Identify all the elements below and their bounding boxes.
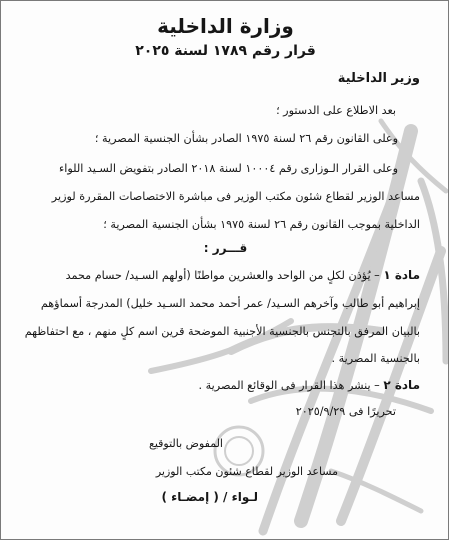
preamble-line: الداخلية بموجب القانون رقم ٢٦ لسنة ١٩٧٥ بشأن الجنسية المصرية ؛ bbox=[103, 218, 420, 231]
watermark-stroke-7 bbox=[421, 181, 446, 361]
issue-date: تحريرًا فى ٢٠٢٥/٩/٢٩ bbox=[295, 405, 396, 418]
article-1-line bbox=[66, 269, 420, 281]
preamble-line: وعلى القرار الـوزارى رقم ١٠٠٠٤ لسنة ٢٠١٨ الصادر بتفويض السـيد اللواء bbox=[58, 162, 398, 175]
signature-rank: لـواء / ( إمضـاء ) bbox=[161, 490, 258, 504]
signature-delegate: المفوض بالتوقيع bbox=[148, 437, 223, 450]
watermark-stroke-9 bbox=[331, 471, 421, 511]
article-1-line: إبراهيم أبو طالب وآخرهم السـيد/ عمر أحمد محمد السـيد خليل) المدرجة أسماؤهم bbox=[40, 297, 420, 310]
decides-heading: قـــرر : bbox=[203, 241, 248, 255]
ministry-title: وزارة الداخلية bbox=[157, 14, 294, 38]
preamble-line: بعد الاطلاع على الدستور ؛ bbox=[276, 104, 396, 117]
article-1-line: بالجنسية المصرية . bbox=[331, 352, 420, 365]
article-1-text: – يُؤذن لكلٍ من الواحد والعشرين مواطنًا (أولهم السـيد/ حسام محمد bbox=[65, 269, 380, 282]
preamble-line: وعلى القانون رقم ٢٦ لسنة ١٩٧٥ الصادر بشأن الجنسية المصرية ؛ bbox=[94, 132, 398, 145]
article-2-text: – ينشر هذا القرار فى الوقائع المصرية . bbox=[198, 379, 380, 392]
article-1-line: بالبيان المرفق بالتجنس بالجنسية الأجنبية الموضحة قرين اسم كلٍ منهم ، مع احتفاظهم bbox=[24, 325, 420, 338]
article-2-line bbox=[199, 379, 420, 391]
article-2-label: مادة ٢ bbox=[383, 378, 420, 392]
emblem-inner-ring bbox=[225, 437, 253, 465]
decree-number: قرار رقم ١٧٨٩ لسنة ٢٠٢٥ bbox=[135, 43, 316, 59]
article-1-label: مادة ١ bbox=[383, 268, 420, 282]
issuer-heading: وزير الداخلية bbox=[337, 71, 420, 86]
preamble-line: مساعد الوزير لقطاع شئون مكتب الوزير فى مباشرة الاختصاصات المقررة لوزير bbox=[51, 190, 420, 203]
signature-role: مساعد الوزير لقطاع شئون مكتب الوزير bbox=[155, 465, 338, 478]
